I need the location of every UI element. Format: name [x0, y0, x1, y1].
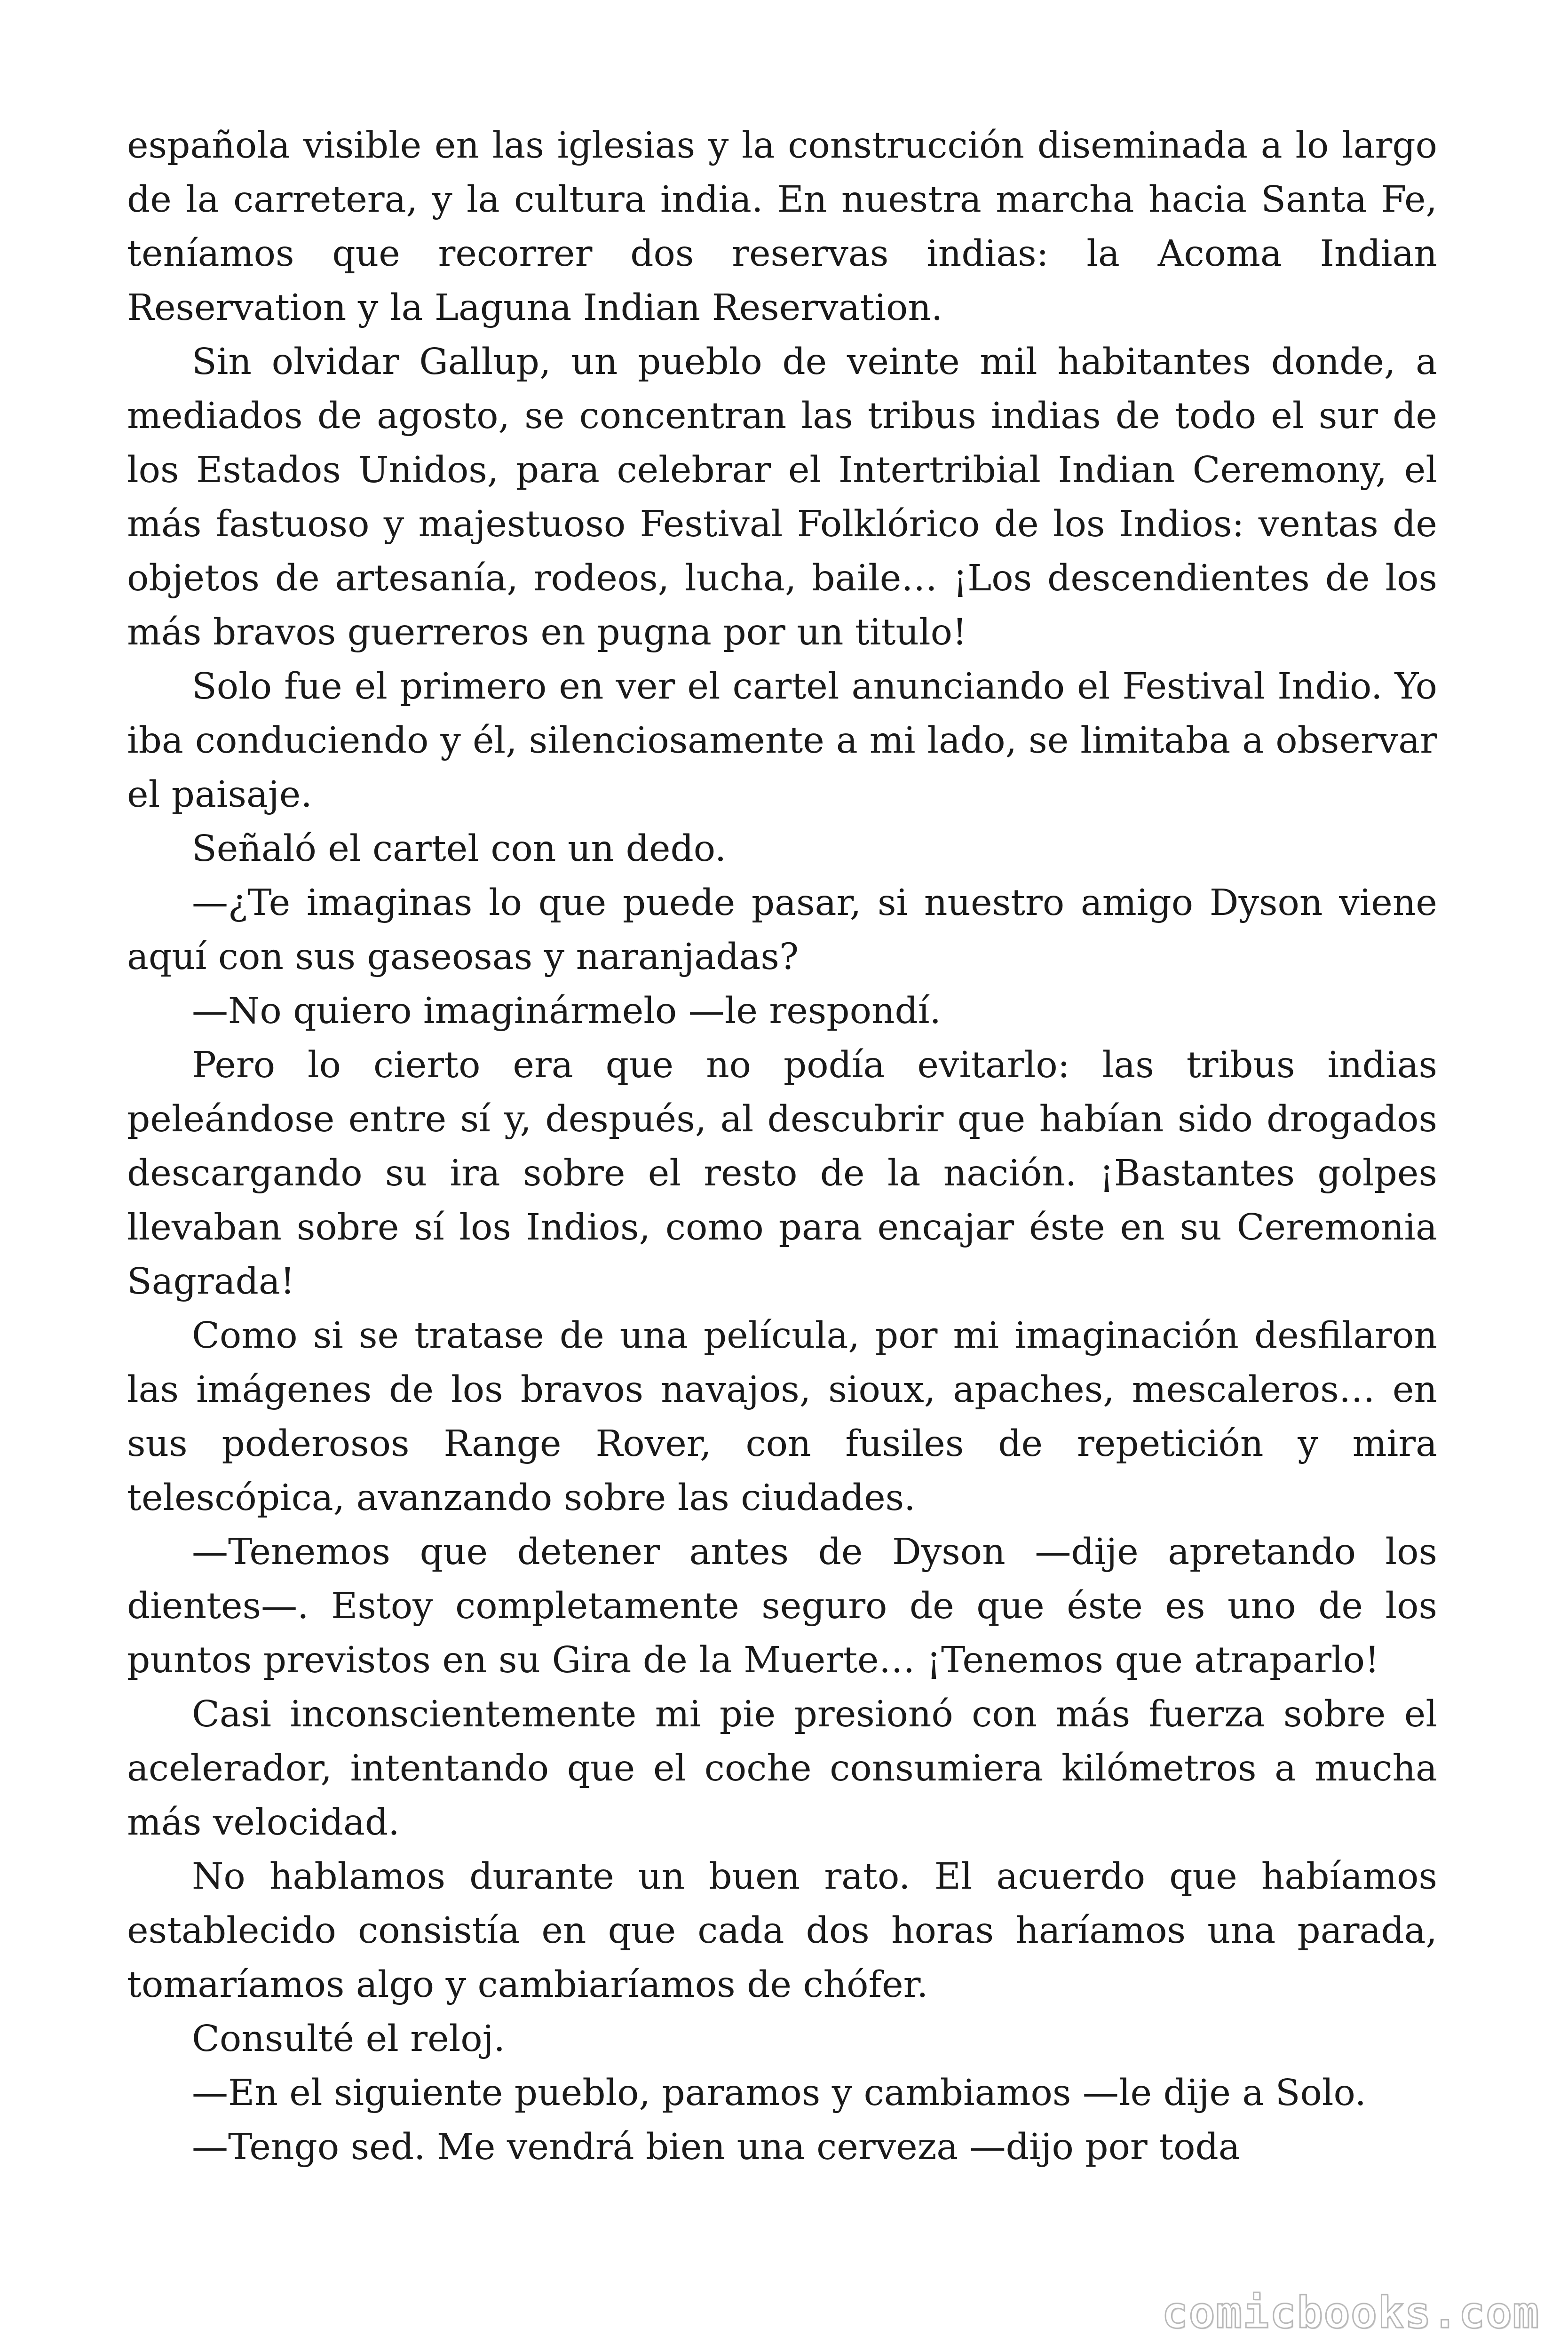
- dialogue-paragraph: —¿Te imaginas lo que puede pasar, si nuestro amigo Dyson viene aquí con sus gaseosas y naranjadas?: [127, 882, 1437, 978]
- dialogue-paragraph: —Tengo sed. Me vendrá bien una cerveza —dijo por toda: [192, 2126, 1240, 2168]
- paragraph: Señaló el cartel con un dedo.: [192, 828, 727, 870]
- paragraph: Sin olvidar Gallup, un pueblo de veinte mil habitantes donde, a mediados de agosto, se concentran las tribus indias de todo el sur de los Estados Unidos, para celebrar el Intertribial Indian Ceremony, el más fastuoso y majestuoso Festival Folklórico de los Indios: ventas de objetos de artesanía, rodeos, lucha, baile… ¡Los descendientes de los más bravos guerreros en pugna por un titulo!: [127, 341, 1437, 653]
- paragraph: No hablamos durante un buen rato. El acuerdo que habíamos establecido consistía en que cada dos horas haríamos una parada, tomaríamos algo y cambiaríamos de chófer.: [127, 1856, 1437, 2006]
- paragraph: Casi inconscientemente mi pie presionó con más fuerza sobre el acelerador, intentando que el coche consumiera kilómetros a mucha más velocidad.: [127, 1693, 1437, 1843]
- paragraph: Solo fue el primero en ver el cartel anunciando el Festival Indio. Yo iba conduciendo y él, silenciosamente a mi lado, se limitaba a observar el paisaje.: [127, 666, 1437, 816]
- paragraph-continued: española visible en las iglesias y la construcción diseminada a lo largo de la carretera, y la cultura india. En nuestra marcha hacia Santa Fe, teníamos que recorrer dos reservas indias: la Acoma Indian Reservation y la Laguna Indian Reservation.: [127, 125, 1437, 329]
- paragraph: Pero lo cierto era que no podía evitarlo: las tribus indias peleándose entre sí y, después, al descubrir que habían sido drogados descargando su ira sobre el resto de la nación. ¡Bastantes golpes llevaban sobre sí los Indios, como para encajar éste en su Ceremonia Sagrada!: [127, 1044, 1437, 1303]
- paragraph: Como si se tratase de una película, por mi imaginación desfilaron las imágenes de los bravos navajos, sioux, apaches, mescaleros… en sus poderosos Range Rover, con fusiles de repetición y mira telescópica, avanzando sobre las ciudades.: [127, 1315, 1437, 1519]
- watermark-logo: comicbooks.com: [1162, 2288, 1540, 2338]
- dialogue-paragraph: —En el siguiente pueblo, paramos y cambiamos —le dije a Solo.: [192, 2072, 1367, 2114]
- body-text: [127, 119, 1437, 2174]
- dialogue-paragraph: —No quiero imaginármelo —le respondí.: [192, 990, 941, 1032]
- dialogue-paragraph: —Tenemos que detener antes de Dyson —dije apretando los dientes—. Estoy completamente seguro de que éste es uno de los puntos previstos en su Gira de la Muerte… ¡Tenemos que atraparlo!: [127, 1531, 1437, 1681]
- paragraph: Consulté el reloj.: [192, 2018, 505, 2060]
- book-page: [127, 0, 1437, 2352]
